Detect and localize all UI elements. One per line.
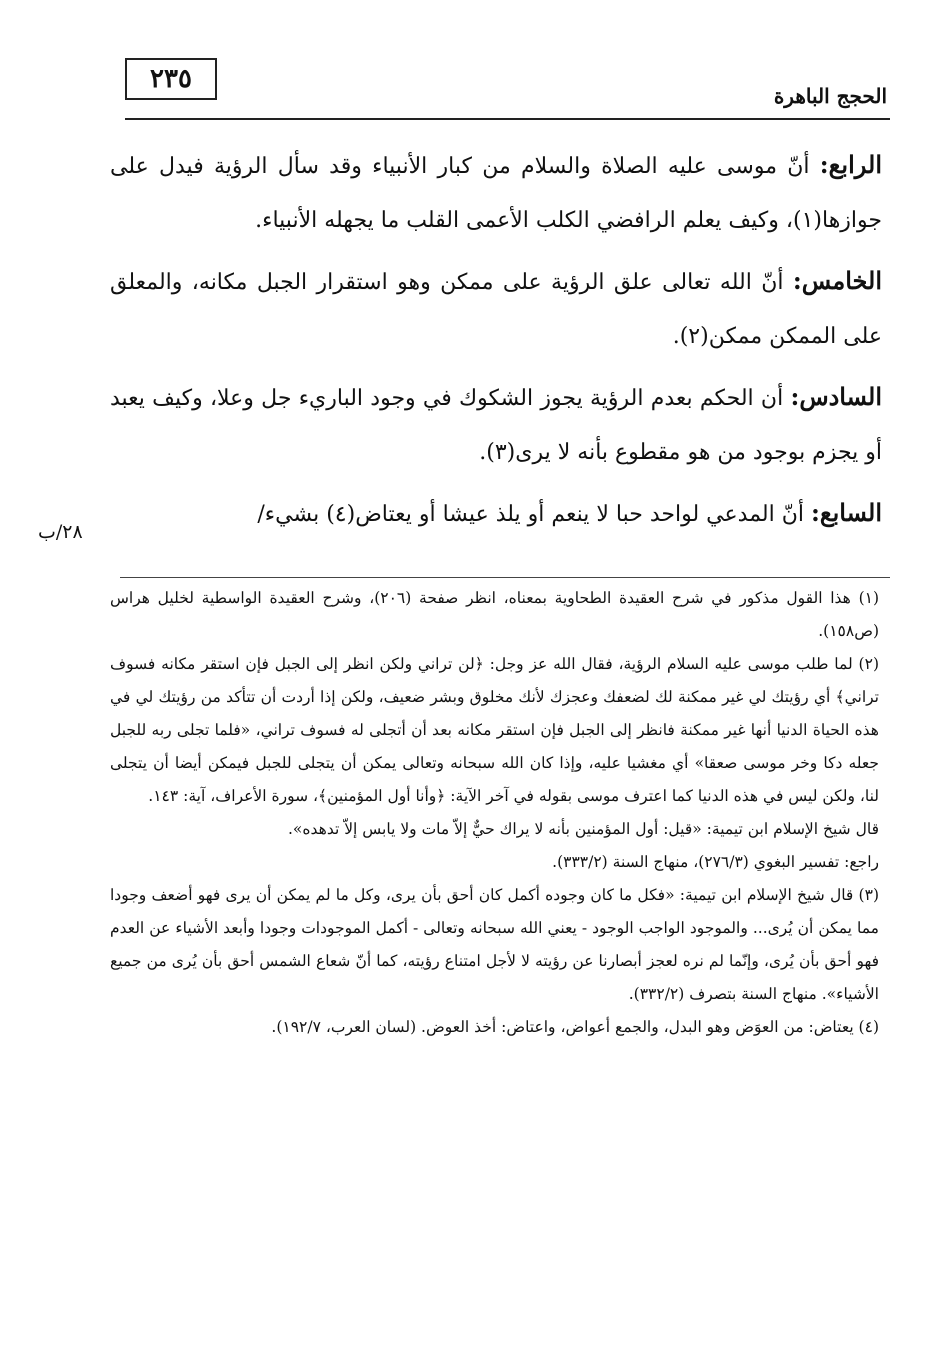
footnote-2-quote: قال شيخ الإسلام ابن تيمية: «قيل: أول المؤمنين بأنه لا يراك حيٌّ إلاّ مات ولا يابس إلاّ تدهده». xyxy=(287,820,879,838)
paragraph-4 xyxy=(110,138,882,248)
footnote-1: (١) هذا القول مذكور في شرح العقيدة الطحاوية بمعناه، انظر صفحة (٢٠٦)، وشرح العقيدة الواسطية لخليل هراس (ص١٥٨). xyxy=(110,589,880,640)
paragraph-6 xyxy=(110,370,882,480)
footnote-separator xyxy=(120,577,890,578)
paragraph-label: الخامس: xyxy=(792,266,882,295)
footnote-2-refs: راجع: تفسير البغوي (٢٧٦/٣)، منهاج السنة (٣٣٣/٢). xyxy=(552,853,879,871)
paragraph-text: أنّ الله تعالى علق الرؤية على ممكن وهو استقرار الجبل مكانه، والمعلق على الممكن ممكن(٢). xyxy=(110,270,882,349)
paragraph-text: أنّ موسى عليه الصلاة والسلام من كبار الأنبياء وقد سأل الرؤية فيدل على جوازها(١)، وكيف يعلم الرافضي الكلب الأعمى القلب ما يجهله الأنبياء. xyxy=(110,154,882,233)
page-number: ٢٣٥ xyxy=(125,58,217,100)
paragraph-7 xyxy=(110,486,882,542)
header-rule xyxy=(125,118,890,120)
footnote-3: (٣) قال شيخ الإسلام ابن تيمية: «فكل ما كان وجوده أكمل كان أحق بأن يرى، وكل ما لم يمكن أن يرى فهو أضعف وجودا مما يمكن أن يُرى... والموجود الواجب الوجود - يعني الله سبحانه وتعالى - أكمل الموجودات وجودا وأبعد الأشياء عن العدم فهو أحق بأن يُرى، وإنّما لم نره لعجز أبصارنا عن رؤيته لا لأجل امتناع رؤيته، كما أنّ شعاع الشمس أحق بأن يُرى من جميع الأشياء». منهاج السنة بتصرف (٣٣٢/٢). xyxy=(110,886,879,1003)
main-text xyxy=(110,138,882,548)
footnote-4: (٤) يعتاض: من العوَض وهو البدل، والجمع أعواض، واعتاض: أخذ العوض. (لسان العرب، ١٩٢/٧). xyxy=(271,1018,879,1036)
paragraph-label: السابع: xyxy=(810,498,882,527)
footnote-2: (٢) لما طلب موسى عليه السلام الرؤية، فقال الله عز وجل: ﴿لن تراني ولكن انظر إلى الجبل فإن استقر مكانه فسوف تراني﴾ أي رؤيتك لي غير ممكنة لك لضعفك وعجزك لأنك مخلوق وبشر ضعيف، ولكن إذا أردت أن تتأكد من رؤيتك لي في هذه الحياة الدنيا أنها غير ممكنة فانظر إلى الجبل فإن استقر مكانه بعد أن أتجلى له فسوف تراني، «فلما تجلى ربه للجبل جعله دكا وخر موسى صعقا» أي مغشيا عليه، وإذا كان الله سبحانه وتعالى يمكن أن يتجلى للجبل فيمكن أيضا أن يتجلى لنا، ولكن ليس في هذه الدنيا كما اعترف موسى بقوله في آخر الآية: ﴿وأنا أول المؤمنين﴾، سورة الأعراف، آية: ١٤٣. xyxy=(110,655,879,805)
paragraph-label: الرابع: xyxy=(819,150,882,179)
paragraph-text: أنّ المدعي لواحد حبا لا ينعم أو يلذ عيشا أو يعتاض(٤) بشيء/ xyxy=(257,502,811,527)
paragraph-label: السادس: xyxy=(790,382,882,411)
paragraph-text: أن الحكم بعدم الرؤية يجوز الشكوك في وجود الباريء جل وعلا، وكيف يعبد أو يجزم بوجود من هو مقطوع بأنه لا يرى(٣). xyxy=(110,386,882,465)
running-title: الحجج الباهرة xyxy=(773,84,887,108)
folio-marker: ٢٨/ب xyxy=(38,521,83,543)
footnotes xyxy=(110,582,879,1044)
paragraph-5 xyxy=(110,254,882,364)
